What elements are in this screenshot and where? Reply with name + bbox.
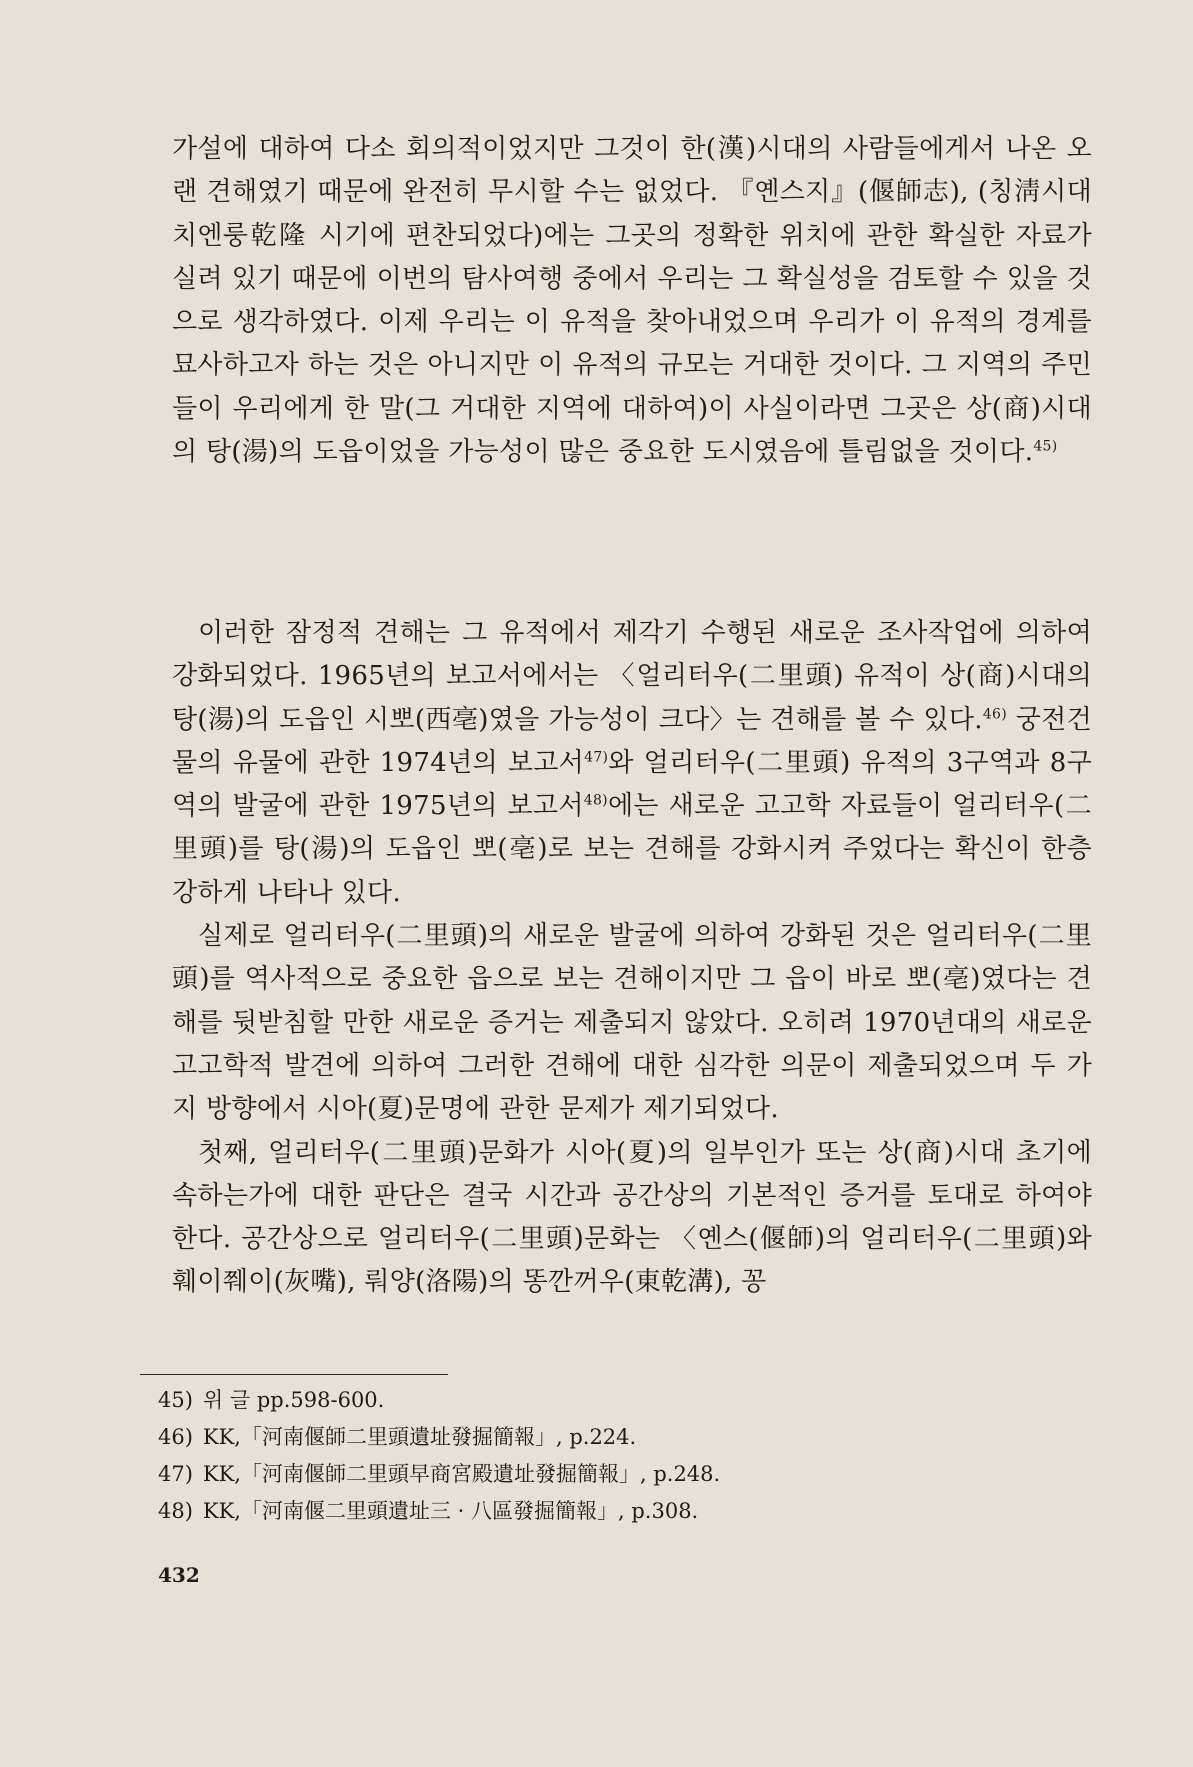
- footnote-text: KK,「河南偃二里頭遺址三 · 八區發掘簡報」, p.308.: [202, 1499, 699, 1523]
- footnote-ref-45: 45): [1033, 438, 1058, 455]
- footnote-text: 위 글 pp.598-600.: [202, 1388, 385, 1412]
- paragraph: 실제로 얼리터우(二里頭)의 새로운 발굴에 의하여 강화된 것은 얼리터우(二里頭)를 역사적으로 중요한 읍으로 보는 견해이지만 그 읍이 바로 뽀(亳)였다는 견해를 뒷받침할 만한 새로운 증거는 제출되지 않았다. 오히려 1970년대의 새로운 고고학적 발견에 의하여 그러한 견해에 대한 심각한 의문이 제출되었으며 두 가지 방향에서 시아(夏)문명에 관한 문제가 제기되었다.: [172, 921, 1092, 1125]
- footnote: [158, 1493, 1058, 1530]
- paragraph: [172, 128, 1092, 474]
- paragraph-text: 궁전건물의 유물에 관한 1974년의 보고서: [172, 704, 1092, 778]
- footnote-ref-47: 47): [584, 749, 609, 766]
- footnote-number: 46): [158, 1425, 193, 1449]
- paragraph: 첫째, 얼리터우(二里頭)문화가 시아(夏)의 일부인가 또는 상(商)시대 초기에 속하는가에 대한 판단은 결국 시간과 공간상의 기본적인 증거를 토대로 하여야 한다. 공간상으로 얼리터우(二里頭)문화는 〈옌스(偃師)의 얼리터우(二里頭)와 훼이쮀이(灰嘴), 뤄양(洛陽)의 똥깐꺼우(東乾溝), 꽁: [172, 1137, 1092, 1298]
- text-block-top: [172, 128, 1092, 474]
- paragraph: [172, 612, 1092, 915]
- footnote: [158, 1456, 1058, 1493]
- paragraph-text: 에는 새로운 고고학 자료들이 얼리터우(二里頭)를 탕(湯)의 도읍인 뽀(亳)로 보는 견해를 강화시켜 주었다는 확신이 한층 강하게 나타나 있다.: [172, 791, 1092, 908]
- paragraph-text: 가설에 대하여 다소 회의적이었지만 그것이 한(漢)시대의 사람들에게서 나온 오랜 견해였기 때문에 완전히 무시할 수는 없었다. 『옌스지』(偃師志), (칭淸시대 치엔룽乾隆 시기에 편찬되었다)에는 그곳의 정확한 위치에 관한 확실한 자료가 실려 있기 때문에 이번의 탐사여행 중에서 우리는 그 확실성을 검토할 수 있을 것으로 생각하였다. 이제 우리는 이 유적을 찾아내었으며 우리가 이 유적의 경계를 묘사하고자 하는 것은 아니지만 이 유적의 규모는 거대한 것이다. 그 지역의 주민들이 우리에게 한 말(그 거대한 지역에 대하여)이 사실이라면 그곳은 상(商)시대의 탕(湯)의 도읍이었을 가능성이 많은 중요한 도시였음에 틀림없을 것이다.: [172, 134, 1092, 468]
- text-block-main: [172, 612, 1092, 1305]
- footnote-number: 48): [158, 1499, 193, 1523]
- paragraph-text: 이러한 잠정적 견해는 그 유적에서 제각기 수행된 새로운 조사작업에 의하여 강화되었다. 1965년의 보고서에서는 〈얼리터우(二里頭) 유적이 상(商)시대의 탕(湯)의 도읍인 시뽀(西亳)였을 가능성이 크다〉는 견해를 볼 수 있다.: [172, 618, 1092, 735]
- footnote-text: KK,「河南偃師二里頭早商宮殿遺址發掘簡報」, p.248.: [202, 1462, 721, 1486]
- footnote-divider: [140, 1374, 448, 1375]
- footnote-number: 45): [158, 1388, 193, 1412]
- footnote-number: 47): [158, 1462, 193, 1486]
- footnote: [158, 1419, 1058, 1456]
- footnote-ref-48: 48): [583, 792, 608, 809]
- footnote-ref-46: 46): [982, 705, 1008, 722]
- footnote-text: KK,「河南偃師二里頭遺址發掘簡報」, p.224.: [202, 1425, 637, 1449]
- paragraph-text: 와 얼리터우(二里頭) 유적의 3구역과 8구역의 발굴에 관한 1975년의 보고서: [172, 747, 1092, 822]
- footnote: [158, 1382, 1058, 1419]
- page-number: 432: [158, 1563, 200, 1587]
- footnotes: [158, 1382, 1058, 1530]
